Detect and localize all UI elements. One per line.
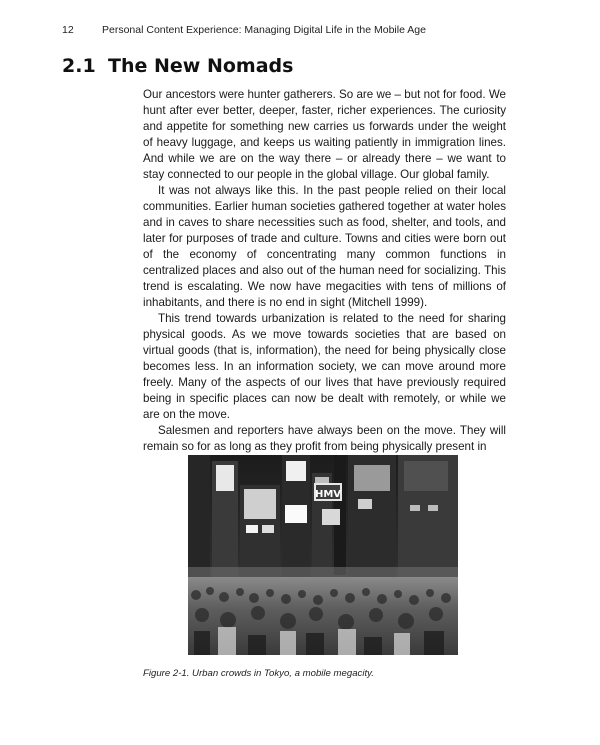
hmv-sign-text: HMV <box>314 489 342 500</box>
figure-tokyo-crowd-photo <box>188 455 458 655</box>
paragraph-2: It was not always like this. In the past people relied on their local communities. Earlier human societies gathered together at water holes and in caves to share necessities such as food, shelter, and tools, and later for purposes of trade and culture. Towns and cities were born out of the economy of concentrating many common functions in centralized places and also out of the human need for socializing. This trend is escalating. We now have megacities with tens of millions of inhabitants, and there is no end in sight (Mitchell 1999). <box>143 184 506 309</box>
section-number: 2.1 <box>62 55 96 77</box>
running-head-title: Personal Content Experience: Managing Digital Life in the Mobile Age <box>102 24 426 36</box>
paragraph-1: Our ancestors were hunter gatherers. So are we – but not for food. We hunt after ever better, deeper, faster, richer experiences. The curiosity and appetite for something new carries us forwards under the weight of heavy luggage, and keeps us waiting patiently in immigration lines. And while we are on the way there – or already there – we want to stay connected to our people in the global village. Our global family. <box>143 88 506 181</box>
section-heading <box>62 55 293 77</box>
figure-caption: Figure 2-1. Urban crowds in Tokyo, a mobile megacity. <box>143 668 374 679</box>
section-title: The New Nomads <box>108 55 294 77</box>
running-head <box>62 24 542 36</box>
page-number: 12 <box>62 24 74 36</box>
body-text <box>143 87 506 455</box>
crowd-photo-illustration <box>188 455 458 655</box>
paragraph-3: This trend towards urbanization is related to the need for sharing physical goods. As we move towards societies that are based on virtual goods (that is, information), the need for being physically close becomes less. In an information society, we can move around more freely. Many of the aspects of our lives that have previously required being in specific places can now be dealt with remotely, or while we are on the move. <box>143 312 506 421</box>
paragraph-4: Salesmen and reporters have always been on the move. They will remain so for as long as they profit from being physically present in <box>143 424 506 453</box>
